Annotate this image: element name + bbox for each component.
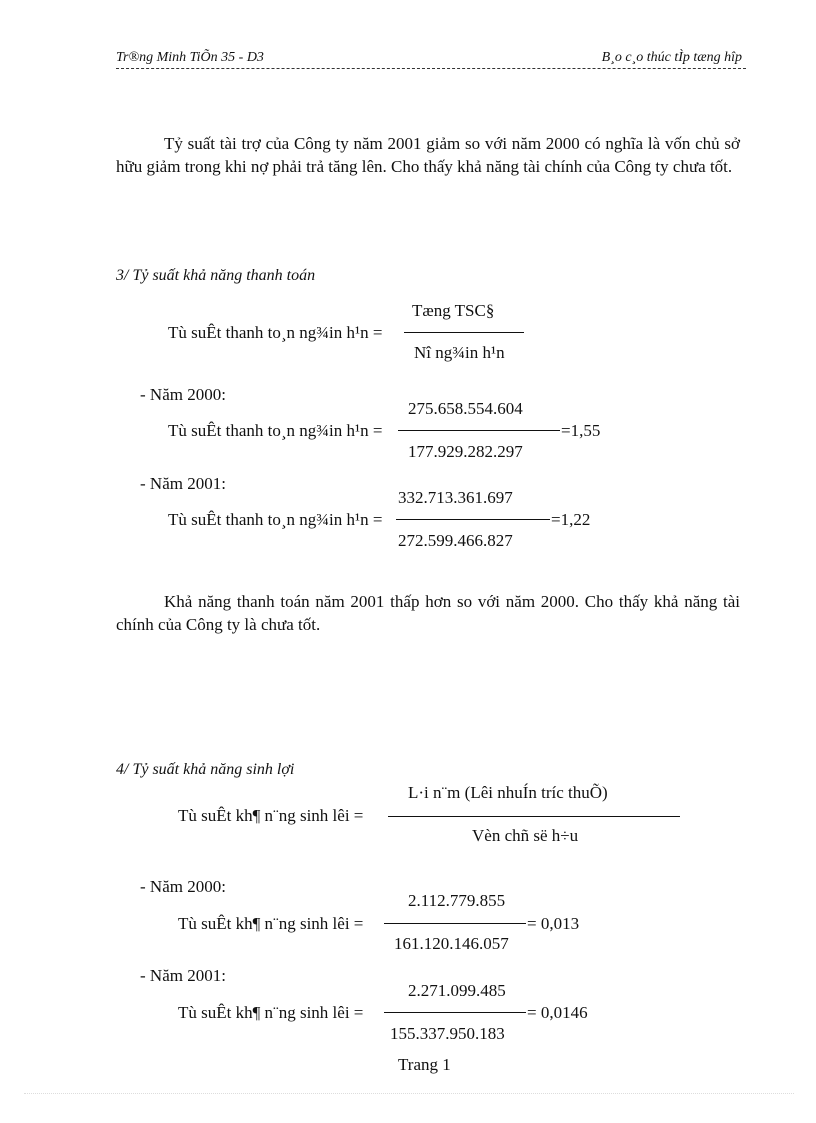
paragraph-tai-tro: Tỷ suất tài trợ của Công ty năm 2001 giảm so với năm 2000 có nghĩa là vốn chủ sở hữu giảm trong khi nợ phải trả tăng lên. Cho thấy khả năng tài chính của Công ty chưa tốt.: [116, 134, 740, 176]
s4-2000-denominator: 161.120.146.057: [394, 934, 509, 953]
s4-2000-label: Tù suÊt kh¶ n¨ng sinh lêi =: [178, 914, 364, 933]
s4-2000-fraction-bar: [384, 923, 526, 924]
section-3-heading: 3/ Tỷ suất khả năng thanh toán: [116, 267, 316, 284]
s3-2001-denominator: 272.599.466.827: [398, 531, 513, 550]
s4-year-2001: - Năm 2001:: [140, 966, 226, 985]
s4-year-2000: - Năm 2000:: [140, 877, 226, 896]
s3-2000-result: =1,55: [561, 421, 601, 440]
section-4-heading: 4/ Tỷ suất khả năng sinh lợi: [116, 761, 295, 778]
s3-formula-label: Tù suÊt thanh to¸n ng¾in h¹n =: [168, 323, 383, 342]
page-number: Trang 1: [398, 1055, 451, 1074]
s3-2000-denominator: 177.929.282.297: [408, 442, 523, 461]
paragraph-thanh-toan-conclusion: Khả năng thanh toán năm 2001 thấp hơn so với năm 2000. Cho thấy khả năng tài chính của Công ty là chưa tốt.: [116, 592, 740, 634]
s3-2001-result: =1,22: [551, 510, 591, 529]
s4-formula-numerator: L·i n¨m (Lêi nhuÍn tríc thuÕ): [408, 783, 608, 802]
s3-formula-fraction-bar: [404, 332, 524, 333]
s3-2001-fraction-bar: [396, 519, 550, 520]
s3-year-2001: - Năm 2001:: [140, 474, 226, 493]
s4-2001-result: = 0,0146: [527, 1003, 588, 1022]
s4-2001-label: Tù suÊt kh¶ n¨ng sinh lêi =: [178, 1003, 364, 1022]
s4-2001-fraction-bar: [384, 1012, 526, 1013]
s4-2001-denominator: 155.337.950.183: [390, 1024, 505, 1043]
header-right-text: B¸o c¸o thúc tÌp tæng hîp: [601, 50, 742, 65]
s4-formula-denominator: Vèn chñ së h÷u: [472, 826, 579, 845]
s3-2000-numerator: 275.658.554.604: [408, 399, 523, 418]
s4-formula-fraction-bar: [388, 816, 680, 817]
s3-2000-fraction-bar: [398, 430, 560, 431]
s3-2001-numerator: 332.713.361.697: [398, 488, 513, 507]
s3-2001-label: Tù suÊt thanh to¸n ng¾in h¹n =: [168, 510, 383, 529]
s3-formula-denominator: Nî ng¾in h¹n: [414, 343, 505, 362]
s3-year-2000: - Năm 2000:: [140, 385, 226, 404]
s4-formula-label: Tù suÊt kh¶ n¨ng sinh lêi =: [178, 806, 364, 825]
page-header: [116, 50, 746, 69]
s3-formula-numerator: Tæng TSC§: [412, 301, 495, 320]
s3-2000-label: Tù suÊt thanh to¸n ng¾in h¹n =: [168, 421, 383, 440]
s4-2001-numerator: 2.271.099.485: [408, 981, 506, 1000]
s4-2000-result: = 0,013: [527, 914, 580, 933]
header-left-text: Tr®ng Minh TiÕn 35 - D3: [116, 50, 264, 65]
page-bottom-rule: [24, 1093, 794, 1094]
s4-2000-numerator: 2.112.779.855: [408, 891, 506, 910]
